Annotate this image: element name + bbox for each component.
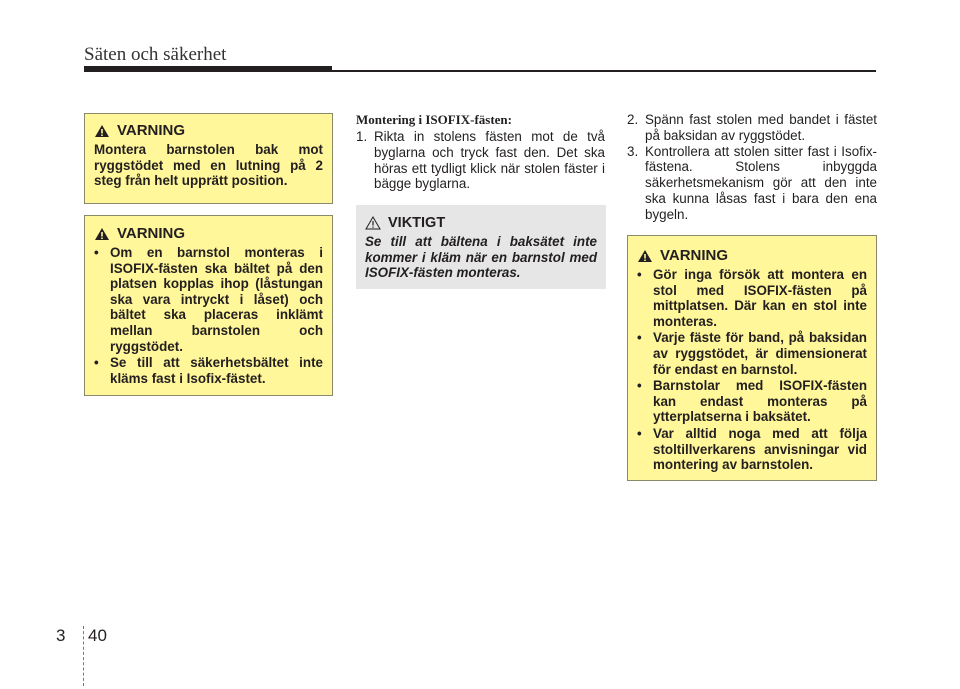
warning-bullet-text: Var alltid noga med att följa stoltillverkarens anvisningar vid montering av barnstolen. [653, 425, 867, 473]
warning-triangle-icon [94, 124, 110, 138]
section-title: Montering i ISOFIX-fästen: [356, 112, 512, 127]
important-title: VIKTIGT [388, 215, 446, 231]
step-number: 2. [627, 112, 639, 127]
warning-bullet-text: Om en barnstol monteras i ISOFIX-fästen ska bältet på den platsen kopplas ihop (låstungan ska vara intryckt i låset) och bältet ska placeras inklämt mellan barnstolen och ryggstödet. [110, 245, 323, 354]
warning-bullet: • Var alltid noga med att följa stoltillverkarens anvisningar vid montering av barnstolen. [637, 425, 867, 473]
warning-box-recline [84, 113, 333, 204]
warning-bullet-text: Se till att säkerhetsbältet inte kläms fast i Isofix-fästet. [110, 355, 323, 386]
warning-bullet-text: Varje fäste för band, på baksidan av ryggstödet, är dimensionerat för endast en barnstol. [653, 330, 867, 377]
step-text: Spänn fast stolen med bandet i fästet på baksidan av ryggstödet. [645, 112, 877, 143]
important-title-row [365, 215, 597, 231]
step-item [627, 144, 877, 223]
header-rule-thick [84, 66, 332, 72]
warning-title: VARNING [117, 225, 186, 242]
step-list-1 [356, 129, 605, 192]
warning-bullet-text: Barnstolar med ISOFIX-fästen kan endast monteras på ytterplatserna i baksätet. [653, 378, 867, 425]
warning-bullet-list [637, 267, 867, 473]
warning-title: VARNING [660, 247, 729, 264]
step-item [356, 129, 605, 192]
warning-title-row [637, 247, 867, 264]
header-rule-thin [332, 70, 876, 72]
step-list-2 [627, 112, 877, 223]
warning-bullet-list [94, 245, 323, 386]
warning-bullet: • Varje fäste för band, på baksidan av ryggstödet, är dimensionerat för endast en barnstol. [637, 330, 867, 377]
warning-triangle-icon [637, 249, 653, 263]
warning-bullet: • Se till att säkerhetsbältet inte kläms fast i Isofix-fästet. [94, 355, 323, 386]
important-text: Se till att bältena i baksätet inte kommer i kläm när en barnstol med ISOFIX-fästen monteras. [365, 234, 597, 281]
warning-title-row [94, 225, 323, 242]
page-number: 40 [88, 626, 107, 645]
important-box [356, 205, 606, 289]
warning-box-isofix-placement [627, 235, 877, 481]
warning-text: Montera barnstolen bak mot ryggstödet med en lutning på 2 steg från helt upprätt position. [94, 142, 323, 189]
step-number: 1. [356, 129, 368, 144]
warning-bullet: • Om en barnstol monteras i ISOFIX-fästen ska bältet på den platsen kopplas ihop (låstungan ska vara intryckt i låset) och bältet ska placeras inklämt mellan barnstolen och ryggstödet. [94, 245, 323, 354]
chapter-number: 3 [56, 626, 66, 645]
caution-triangle-icon [365, 216, 381, 230]
warning-bullet-text: Gör inga försök att montera en stol med ISOFIX-fästen på mittplatsen. Där kan en stol inte monteras. [653, 267, 867, 329]
footer-divider [83, 626, 84, 686]
step-item [627, 112, 877, 144]
warning-triangle-icon [94, 227, 110, 241]
step-text: Kontrollera att stolen sitter fast i Isofix-fästena. Stolens inbyggda säkerhetsmekanism gör att den inte ska kunna låsas fast i bara den ena bygeln. [645, 143, 877, 222]
warning-box-isofix-belt [84, 215, 333, 396]
warning-bullet: • Gör inga försök att montera en stol med ISOFIX-fästen på mittplatsen. Där kan en stol inte monteras. [637, 267, 867, 329]
warning-title: VARNING [117, 122, 186, 139]
step-text: Rikta in stolens fästen mot de två byglarna och tryck fast den. Det ska höras ett tydligt klick när stolen fäster i bägge byglarna. [374, 129, 605, 192]
step-number: 3. [627, 143, 639, 159]
page-header-title: Säten och säkerhet [84, 44, 227, 65]
warning-title-row [94, 122, 323, 139]
warning-bullet: • Barnstolar med ISOFIX-fästen kan endast monteras på ytterplatserna i baksätet. [637, 378, 867, 425]
